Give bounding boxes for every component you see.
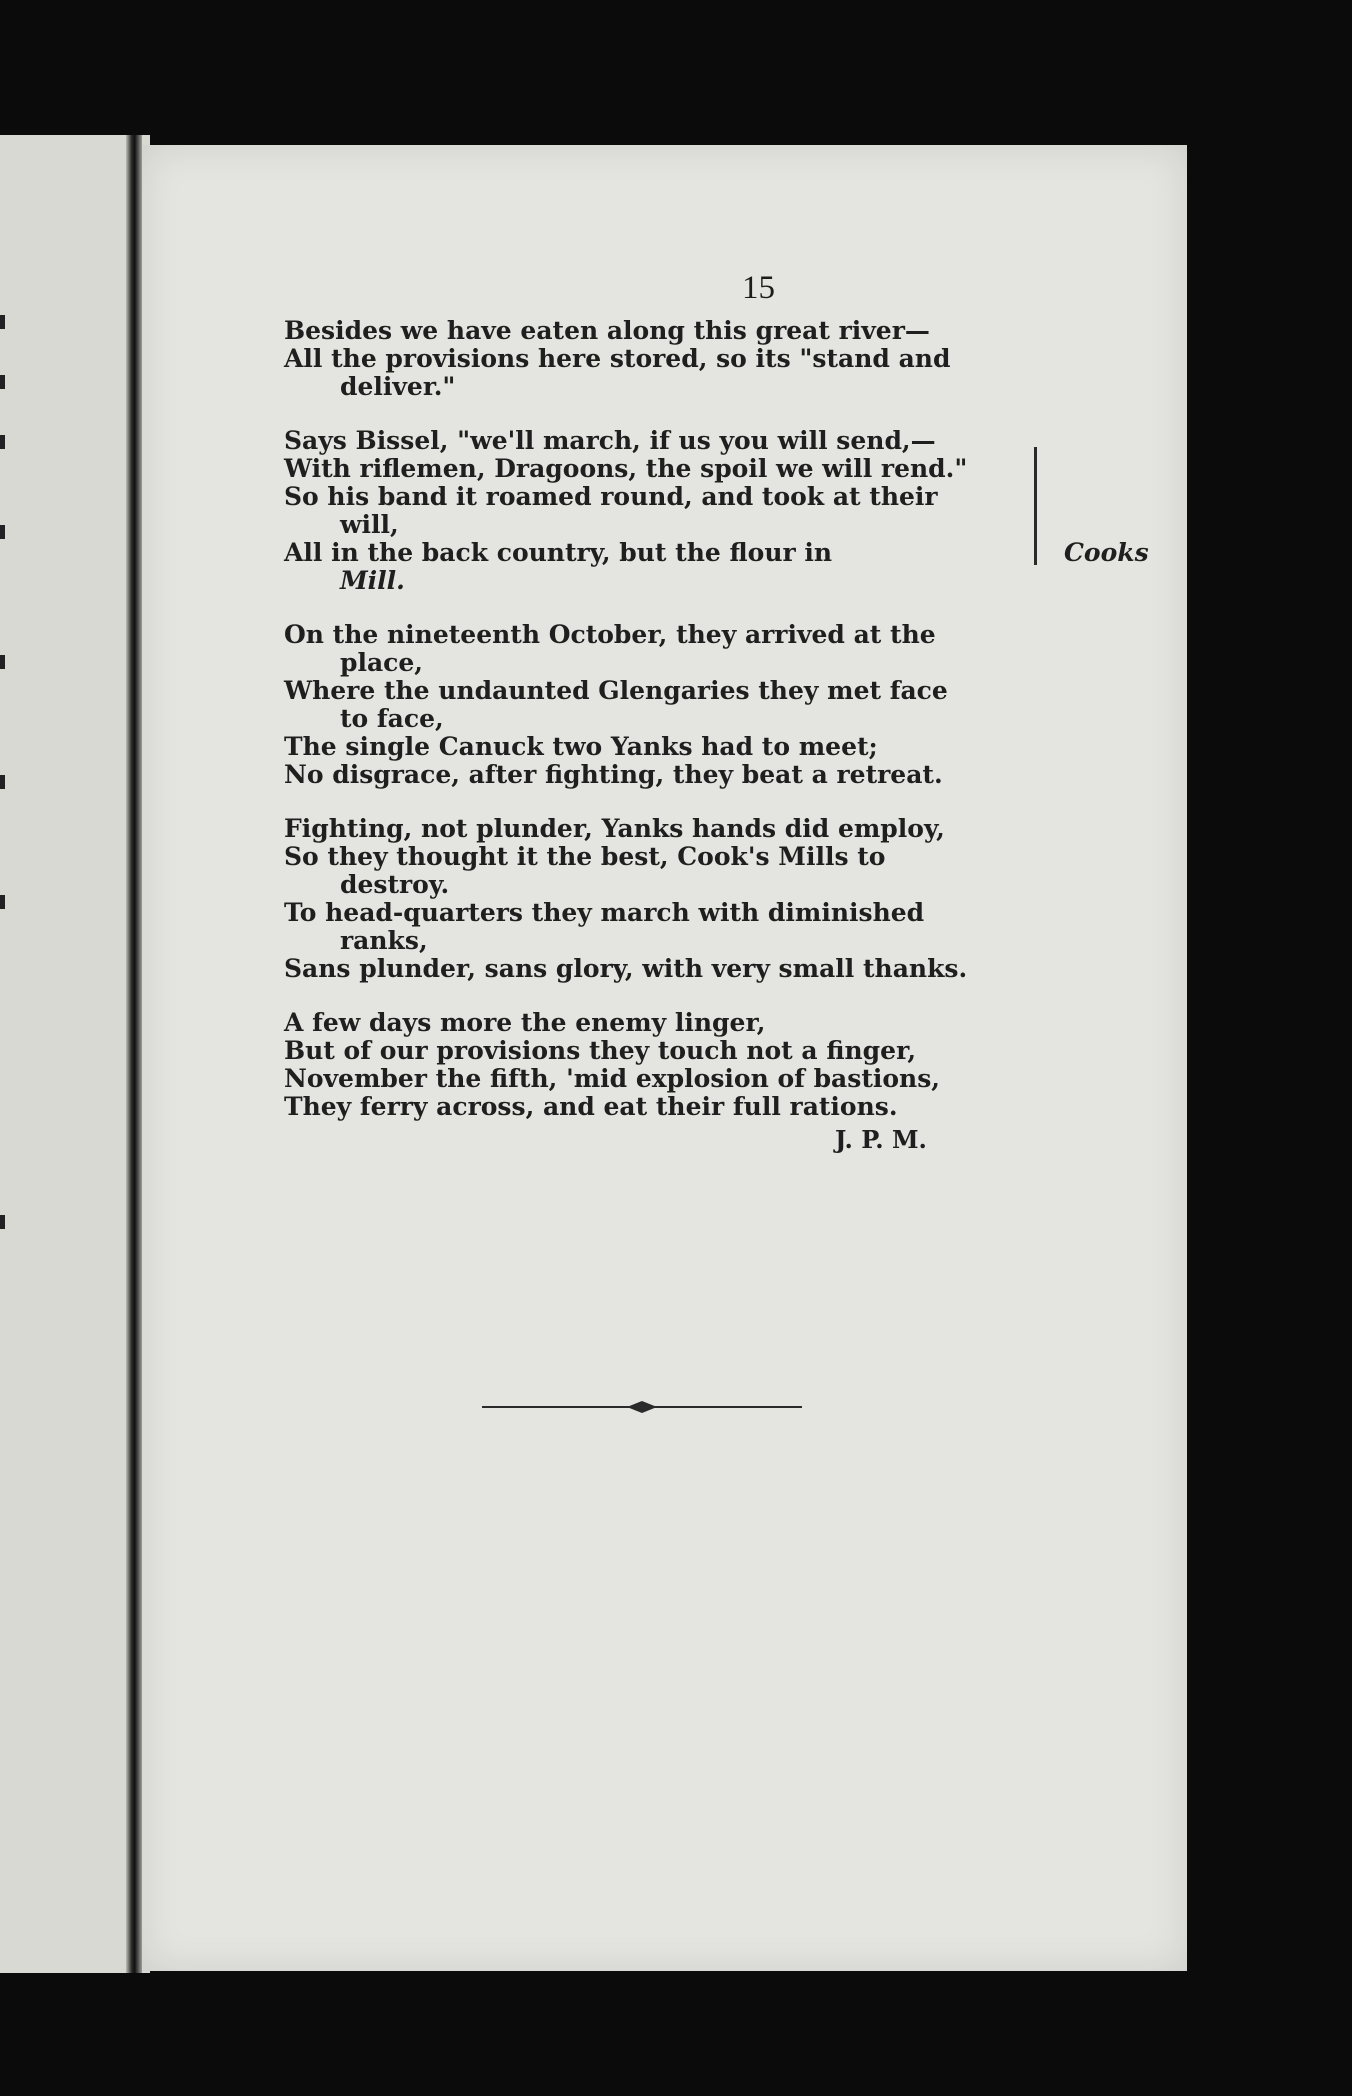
poem-line: destroy. [340,870,450,899]
book-gutter [126,135,142,1973]
poem-line: deliver." [340,372,456,401]
poem-line: The single Canuck two Yanks had to meet; [284,732,878,761]
poem-line: Fighting, not plunder, Yanks hands did employ, [284,814,945,843]
poem-line: On the nineteenth October, they arrived at the [284,620,936,649]
poem-line-italic-tail: Cooks [1064,538,1149,567]
poem-line: Sans plunder, sans glory, with very small thanks. [284,954,968,983]
poem-line: Mill. [340,566,405,595]
poem-line: No disgrace, after fighting, they beat a retreat. [284,760,943,789]
poem-line: All the provisions here stored, so its "stand and [284,344,951,373]
poem-line: All in the back country, but the flour in [284,538,833,567]
poem-line: With riflemen, Dragoons, the spoil we will rend." [284,454,968,483]
poem-line: Where the undaunted Glengaries they met face [284,676,948,705]
poem-line: They ferry across, and eat their full rations. [284,1092,898,1121]
poem-line: Says Bissel, "we'll march, if us you will send,— [284,426,936,455]
page-number: 15 [742,270,775,306]
poem-line: So they thought it the best, Cook's Mills to [284,842,886,871]
poem-line: To head-quarters they march with diminished [284,898,925,927]
poem-line: ranks, [340,926,428,955]
ornamental-divider [482,1400,802,1414]
poem-line: But of our provisions they touch not a finger, [284,1036,917,1065]
book-page [142,145,1187,1971]
poem-line: November the fifth, 'mid explosion of bastions, [284,1064,941,1093]
poem-line: to face, [340,704,444,733]
author-initials: J. P. M. [835,1125,927,1154]
poem-line: So his band it roamed round, and took at their [284,482,938,511]
poem-line: place, [340,648,424,677]
poem-line: Besides we have eaten along this great river— [284,316,930,345]
margin-bracket-mark [1034,447,1037,565]
poem-line: A few days more the enemy linger, [284,1008,766,1037]
poem-line: will, [340,510,399,539]
